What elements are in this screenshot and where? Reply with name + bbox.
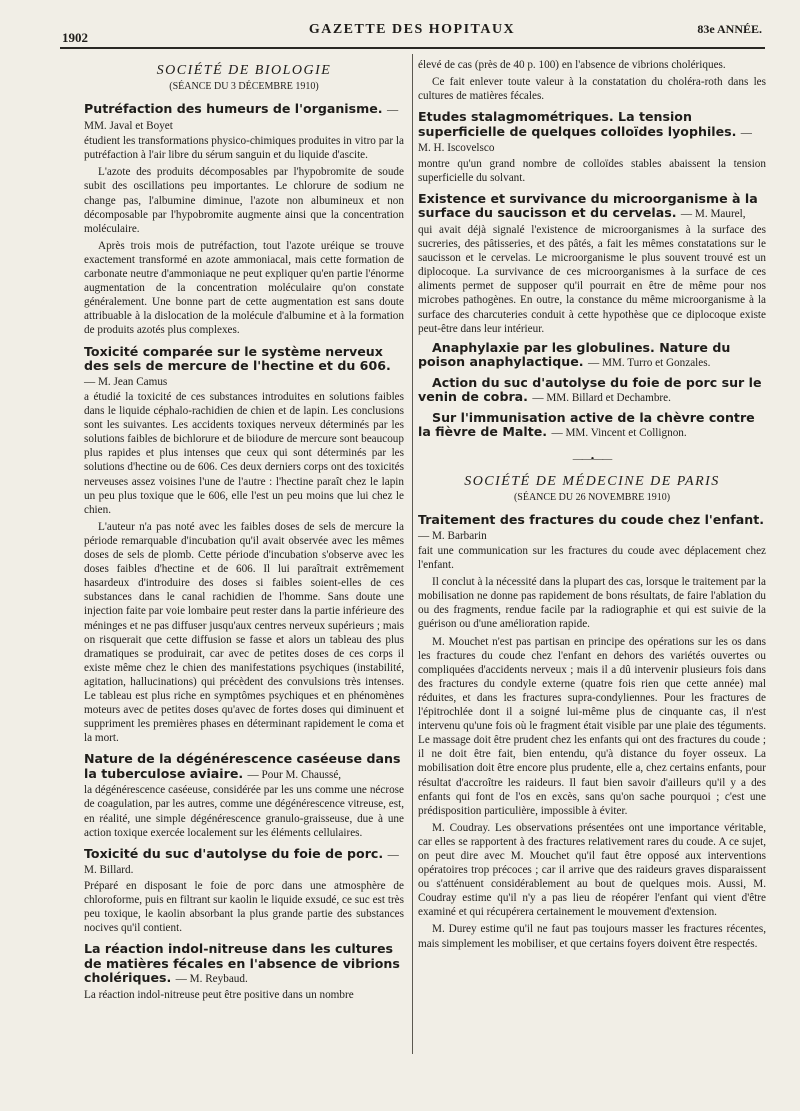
- session-date: (SÉANCE DU 3 DÉCEMBRE 1910): [169, 81, 319, 93]
- article-title: Anaphylaxie par les globulines. Nature du poison anaphylactique. — MM. Turro et Gonzales.: [418, 339, 731, 370]
- paragraph: L'azote des produits décomposables par l'hypobromite de soude subit des oscillations peu importantes. Le chlorure de sodium ne change pas, l'albumine diminue, l'azote non albumineux et non décomposable par l'hypobromite augmente ainsi que la concentration moléculaire.: [84, 166, 404, 235]
- article-title: Toxicité comparée sur le système nerveux des sels de mercure de l'hectine et du 606. — M. Jean Camus: [84, 343, 391, 388]
- paragraph: Préparé en disposant le foie de porc dans une atmosphère de chloroforme, puis en filtrant sur kaolin le liquide exsudé, ce suc est très peu toxique, le kaolin absorbant la plus grande partie des substances nocives qu'il contient.: [84, 879, 404, 934]
- paragraph: Il conclut à la nécessité dans la plupart des cas, lorsque le traitement par la mobilisation ne donne pas rapidement de bons résultats, de faire l'ablation du ou des fragments, rendue facile par la radiographie et qui est suivie de la guérison ou d'une amélioration rapide.: [418, 576, 766, 631]
- paragraph: M. Durey estime qu'il ne faut pas toujours masser les fractures récentes, mais simplement les mobiliser, et que certains foyers doivent être respectés.: [418, 923, 766, 950]
- paragraph: La réaction indol-nitreuse peut être positive dans un nombre: [84, 988, 354, 1001]
- paragraph: qui avait déjà signalé l'existence de microorganismes à la surface des sucreries, des pâtisseries, et des pâtés, a fait les mêmes constatations sur le saucisson et le cervelas. Le microorganisme le plus souvent trouvé est un diplocoque. La survivance de ces microorganismes à la surface de ces aliments permet de supposer qu'il pourrait en être de même pour nos microbes pathogènes. En outre, la constance du même microorganisme à la surface des charcuteries conduit à cette hypothèse que ce diplocoque existe peut-être dans leur intérieur.: [418, 223, 766, 335]
- section-separator: ——•——: [572, 453, 612, 465]
- article-title: Nature de la dégénérescence caséeuse dans la tuberculose aviaire. — Pour M. Chaussé,: [84, 751, 401, 781]
- article-title: Putréfaction des humeurs de l'organisme. — MM. Javal et Boyet: [84, 101, 399, 132]
- article-title: Etudes stalagmométriques. La tension superficielle de quelques colloïdes lyophiles. — M. H. Iscovelsco: [418, 109, 752, 155]
- paragraph: M. Mouchet n'est pas partisan en principe des opérations sur les os dans les fractures du coude chez l'enfant en dehors des variétés ouvertes ou compliquées d'accidents nerveux ; mais il a dû intervenir plusieurs fois dans des fractures du condyle externe (quatre fois rien que cette année) mal réduites, et dans les fractures supra-condyliennes. Pour les fractures de l'épitrochlée dont il a soigné lui-même plus de cinquante cas, il n'est intervenu qu'une fois où le fragment était visible par une plaie des téguments. Le massage doit être prudent chez les enfants qui ont des fractures du coude ; il ne doit être fait, bien entendu, qu'à distance du foyer osseux. La mobilisation doit être encore plus prudente, elle a, chez certains enfants, pour résultat d'accroître les raideurs. Il faut bien savoir d'ailleurs qu'il y a des enfants qui font de l'os en excès, sans qu'on sache pourquoi ; c'est une prédisposition particulière, impossible à éviter.: [418, 635, 766, 817]
- paragraph: Après trois mois de putréfaction, tout l'azote uréique se trouve exactement transformé en azote ammoniacal, mais cette formation de carbonate neutre d'ammoniaque ne peut expliquer qu'en partie l'énorme augmentation de la concentration moléculaire qu'on constate généralement. Une bonne part de cette augmentation est sans doute attribuable à la dislocation de la molécule d'albumine et à la formation de produits azotés plus complexes.: [84, 239, 404, 337]
- header-rule: [60, 47, 765, 49]
- article-title: La réaction indol-nitreuse dans les cultures de matières fécales en l'absence de vibrions cholériques. — M. Reybaud.: [84, 941, 400, 986]
- society-title: SOCIÉTÉ DE MÉDECINE DE PARIS: [464, 473, 720, 489]
- column-divider: [412, 54, 413, 1054]
- publication-title: GAZETTE DES HOPITAUX: [308, 22, 516, 37]
- paragraph: fait une communication sur les fractures du coude avec déplacement chez l'enfant.: [418, 545, 766, 572]
- page-header: [62, 22, 762, 45]
- article-title: Existence et survivance du microorganisme à la surface du saucisson et du cervelas. — M. Maurel,: [418, 190, 758, 221]
- left-column: [84, 58, 404, 1005]
- paragraph: Ce fait enlever toute valeur à la constatation du choléra-roth dans les cultures de matières fécales.: [418, 76, 766, 103]
- paragraph: la dégénérescence caséeuse, considérée par les uns comme une nécrose de coagulation, par les autres, comme une dégénérescence vitreuse, est, en réalité, une simple dégénérescence granulo-graisseuse, due à une action toxique exercée localement sur les éléments cellulaires.: [84, 784, 404, 839]
- article-title: Traitement des fractures du coude chez l'enfant. — M. Barbarin: [418, 512, 765, 542]
- paragraph: M. Coudray. Les observations présentées ont une importance véritable, car elles se rapportent à des fractures relativement rares du coude. A ce sujet, on peut dire avec M. Mouchet qu'il faut être opposé aux interventions opératoires trop précoces ; car il arrive que des raideurs graves disparaissent ou s'atténuent considérablement au bout de quelques mois. Aussi, M. Coudray estime qu'il n'y a pas lieu de réopérer l'enfant qui vient d'être examiné et qui récupérera certainement le mouvement d'extension.: [418, 821, 766, 919]
- article-title: Action du suc d'autolyse du foie de porc sur le venin de cobra. — MM. Billard et Dechambre.: [418, 374, 762, 405]
- paragraph: élevé de cas (près de 40 p. 100) en l'absence de vibrions cholériques.: [418, 59, 726, 71]
- article-title: Toxicité du suc d'autolyse du foie de porc. — M. Billard.: [84, 845, 399, 877]
- session-date: (SÉANCE DU 26 NOVEMBRE 1910): [513, 491, 671, 503]
- volume-year: 83e ANNÉE.: [697, 22, 762, 36]
- page-number: 1902: [62, 30, 88, 45]
- paragraph: L'auteur n'a pas noté avec les faibles doses de sels de mercure la période remarquable d'incubation qu'il avait observée avec les mêmes doses de sels de plomb. Cette période d'incubation s'observe avec les doses faibles d'hectine et de 606. Il lui paraîtrait extrêmement hasardeux d'introduire des doses si faibles soient-elles de ces substances dans le canal rachidien de l'homme. Sans doute une injection faite par voie lombaire peut rester dans la partie inférieure des méninges et ne pas diffuser jusqu'aux centres nerveux supérieurs ; mais on risquerait que cette diffusion se fasse et alors un tableau des plus dramatiques se produirait, car avec de petites doses de ces corps il existe même chez le chien des manifestations psychiques (instabilité, agitation, hallucinations) qui précèdent des convulsions très intenses. Le tableau est plus riche en symptômes psychiques et en phénomènes moteurs avec de petites doses qu'avec de fortes doses qui diminuent et suppriment les premières phases en déterminant rapidement le coma et la mort.: [84, 520, 404, 745]
- paragraph: étudient les transformations physico-chimiques produites in vitro par la putréfaction à l'air libre du sérum sanguin et du liquide d'ascite.: [84, 135, 404, 162]
- society-title: SOCIÉTÉ DE BIOLOGIE: [156, 63, 332, 78]
- right-column: [418, 58, 766, 954]
- article-title: Sur l'immunisation active de la chèvre contre la fièvre de Malte. — MM. Vincent et Collignon.: [418, 409, 755, 440]
- paragraph: a étudié la toxicité de ces substances introduites en solutions faibles dans le liquide céphalo-rachidien de chien et de lapin. Les conclusions sont les suivantes. Les accidents toxiques nerveux déterminés par les solutions faibles de bichlorure et de biiodure de mercure sont beaucoup plus rapides et plus intenses que ceux qui sont déterminés par les solutions d'hectine ou de 606. Ces deux derniers corps ont des toxicités nerveuses assez voisines l'une de l'autre : l'hectine paraît chez le lapin un peu plus toxique que le 606, elle l'est un peu moins que lui chez le chien.: [84, 391, 404, 516]
- paragraph: montre qu'un grand nombre de colloïdes stables abaissent la tension superficielle du solvant.: [418, 157, 766, 184]
